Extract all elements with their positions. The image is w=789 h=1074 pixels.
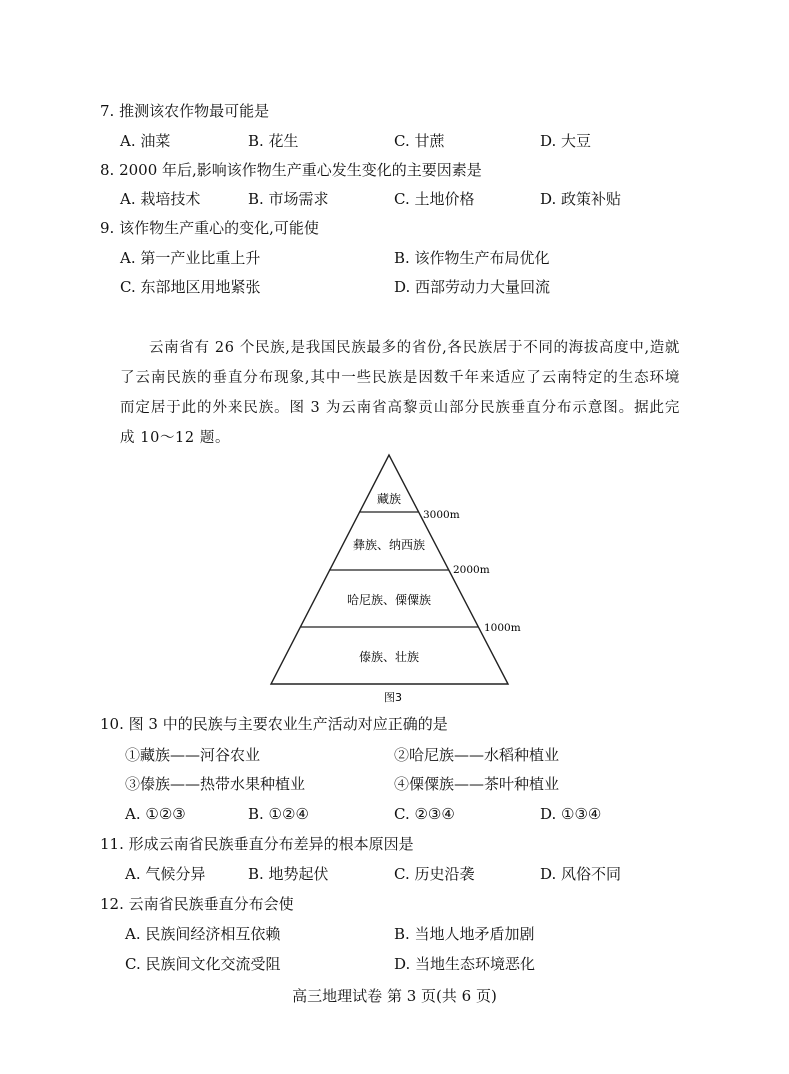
- q11-option-c: C. 历史沿袭: [394, 865, 475, 883]
- q10-option-a: A. ①②③: [125, 805, 186, 823]
- q8-option-a: A. 栽培技术: [120, 190, 201, 208]
- q12-option-d: D. 当地生态环境恶化: [394, 955, 536, 973]
- question-11-stem: 11. 形成云南省民族垂直分布差异的根本原因是: [100, 835, 414, 853]
- layer-label-4: 傣族、壮族: [358, 650, 420, 664]
- q7-option-c: C. 甘蔗: [394, 132, 445, 150]
- question-12-stem: 12. 云南省民族垂直分布会使: [100, 895, 294, 913]
- figure-3-pyramid: [265, 448, 535, 713]
- q8-option-c: C. 土地价格: [394, 190, 475, 208]
- layer-label-2: 彝族、纳西族: [352, 538, 426, 552]
- q9-option-c: C. 东部地区用地紧张: [120, 278, 261, 296]
- q10-option-b: B. ①②④: [248, 805, 309, 823]
- q8-option-b: B. 市场需求: [248, 190, 329, 208]
- q9-option-d: D. 西部劳动力大量回流: [394, 278, 551, 296]
- page-footer: 高三地理试卷 第 3 页(共 6 页): [292, 987, 497, 1005]
- layer-label-1: 藏族: [376, 492, 402, 506]
- q11-option-d: D. 风俗不同: [540, 865, 622, 883]
- q10-item-2: ②哈尼族——水稻种植业: [394, 746, 560, 764]
- question-9-stem: 9. 该作物生产重心的变化,可能使: [100, 219, 319, 237]
- question-7-stem: 7. 推测该农作物最可能是: [100, 102, 270, 120]
- q10-item-4: ④傈僳族——茶叶种植业: [394, 775, 560, 793]
- altitude-label-1000m: 1000m: [484, 622, 521, 634]
- q9-option-a: A. 第一产业比重上升: [120, 249, 261, 267]
- q7-option-a: A. 油菜: [120, 132, 171, 150]
- q12-option-c: C. 民族间文化交流受阻: [125, 955, 281, 973]
- question-10-stem: 10. 图 3 中的民族与主要农业生产活动对应正确的是: [100, 715, 448, 733]
- q10-option-d: D. ①③④: [540, 805, 602, 823]
- layer-label-3: 哈尼族、傈僳族: [346, 593, 432, 607]
- q10-item-3: ③傣族——热带水果种植业: [125, 775, 306, 793]
- q10-option-c: C. ②③④: [394, 805, 455, 823]
- q12-option-b: B. 当地人地矛盾加剧: [394, 925, 535, 943]
- altitude-label-2000m: 2000m: [453, 564, 490, 576]
- q7-option-b: B. 花生: [248, 132, 299, 150]
- q10-item-1: ①藏族——河谷农业: [125, 746, 261, 764]
- q8-option-d: D. 政策补贴: [540, 190, 622, 208]
- passage-text: 云南省有 26 个民族,是我国民族最多的省份,各民族居于不同的海拔高度中,造就了云南民族的垂直分布现象,其中一些民族是因数千年来适应了云南特定的生态环境而定居于此的外来民族。图 3 为云南省高黎贡山部分民族垂直分布示意图。据此完成 10～12 题。: [120, 340, 680, 446]
- figure-caption: 图3: [384, 691, 402, 704]
- pyramid-diagram: [265, 448, 535, 713]
- q11-option-a: A. 气候分异: [125, 865, 206, 883]
- question-8-stem: 8. 2000 年后,影响该作物生产重心发生变化的主要因素是: [100, 161, 482, 179]
- q11-option-b: B. 地势起伏: [248, 865, 329, 883]
- q12-option-a: A. 民族间经济相互依赖: [125, 925, 281, 943]
- q9-option-b: B. 该作物生产布局优化: [394, 249, 550, 267]
- q7-option-d: D. 大豆: [540, 132, 592, 150]
- altitude-label-3000m: 3000m: [423, 509, 460, 521]
